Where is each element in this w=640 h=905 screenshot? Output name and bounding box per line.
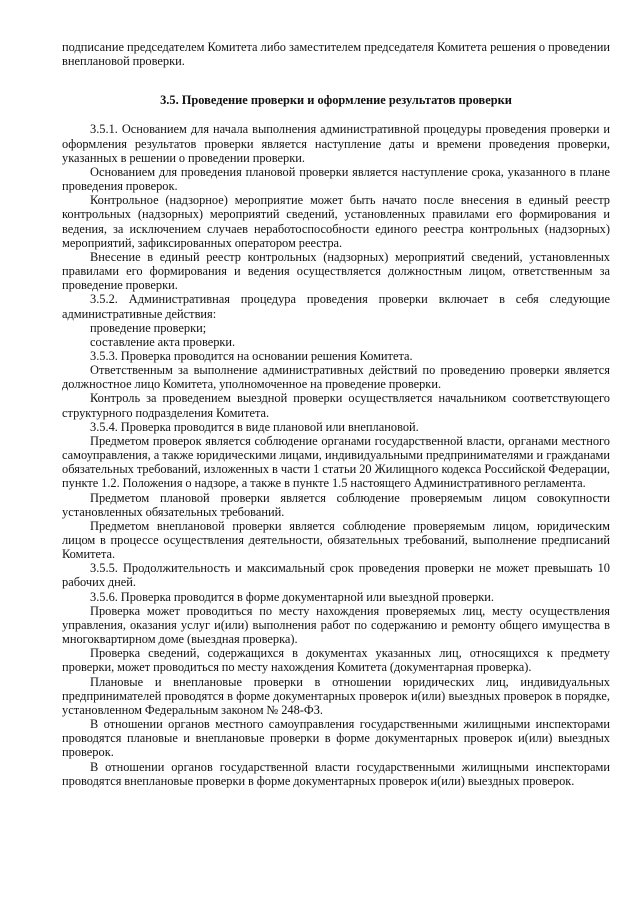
paragraph: 3.5.4. Проверка проводится в виде плановой или внеплановой. xyxy=(90,419,419,434)
paragraph: Предметом проверок является соблюдение органами государственной власти, органами местного самоуправления, а также юридическими лицами, индивидуальными предпринимателями и гражданами обязательных требований, изложенных в части 1 статьи 20 Жилищного кодекса Российской Федерации, пункте 1.2. Положения о надзоре, а также в пункте 1.5 настоящего Административного регламента. xyxy=(62,433,610,491)
paragraph: 3.5.6. Проверка проводится в форме документарной или выездной проверки. xyxy=(90,589,494,604)
paragraph: Основанием для проведения плановой проверки является наступление срока, указанного в плане проведения проверок. xyxy=(62,164,610,194)
intro-paragraph: подписание председателем Комитета либо заместителем председателя Комитета решения о проведении внеплановой проверки. xyxy=(62,40,610,69)
paragraph: Плановые и внеплановые проверки в отношении юридических лиц, индивидуальных предпринимателей проводятся в форме документарных проверок и(или) выездных проверок в порядке, установленном Федеральным законом № 248-ФЗ. xyxy=(62,674,610,717)
list-item: составление акта проверки. xyxy=(90,334,236,349)
list-item: проведение проверки; xyxy=(90,320,207,335)
paragraph: Проверка сведений, содержащихся в документах указанных лиц, относящихся к предмету проверки, может проводиться по месту нахождения Комитета (документарная проверка). xyxy=(62,646,610,675)
paragraph: Предметом плановой проверки является соблюдение проверяемым лицом совокупности установленных обязательных требований. xyxy=(62,490,610,519)
paragraph: 3.5.1. Основанием для начала выполнения административной процедуры проведения проверки и оформления результатов проверки является наступление даты и времени проведения проверки, указанных в решении о проведении проверки. xyxy=(62,122,610,165)
document-page xyxy=(62,40,610,788)
paragraph: Контрольное (надзорное) мероприятие может быть начато после внесения в единый реестр контрольных (надзорных) мероприятий сведений, установленных правилами его формирования и ведения, за исключением случаев неработоспособности единого реестра контрольных (надзорных) мероприятий, зафиксированных оператором реестра. xyxy=(62,193,610,250)
paragraph: 3.5.5. Продолжительность и максимальный срок проведения проверки не может превышать 10 рабочих дней. xyxy=(62,561,610,590)
paragraph: В отношении органов государственной власти государственными жилищными инспекторами проводятся внеплановые проверки в форме документарных проверок и(или) выездных проверок. xyxy=(62,759,610,788)
paragraph: Внесение в единый реестр контрольных (надзорных) мероприятий сведений, установленных правилами его формирования и ведения осуществляется должностным лицом, ответственным за проведение проверки. xyxy=(62,249,610,293)
section-heading: 3.5. Проведение проверки и оформление результатов проверки xyxy=(160,93,512,108)
paragraph: Предметом внеплановой проверки является соблюдение проверяемым лицом, юридическим лицом в процессе осуществления деятельности, обязательных требований, выполнение предписаний Комитета. xyxy=(62,518,610,562)
paragraph: В отношении органов местного самоуправления государственными жилищными инспекторами проводятся плановые и внеплановые проверки в форме документарных проверок и(или) выездных проверок. xyxy=(62,717,610,760)
paragraph: 3.5.2. Административная процедура проведения проверки включает в себя следующие административные действия: xyxy=(62,292,610,321)
paragraph: Проверка может проводиться по месту нахождения проверяемых лиц, месту осуществления управления, оказания услуг и(или) выполнения работ по содержанию и ремонту общего имущества в многоквартирном доме (выездная проверка). xyxy=(62,603,610,647)
paragraph: 3.5.3. Проверка проводится на основании решения Комитета. xyxy=(90,348,413,363)
paragraph: Контроль за проведением выездной проверки осуществляется начальником соответствующего структурного подразделения Комитета. xyxy=(62,391,610,420)
paragraph: Ответственным за выполнение административных действий по проведению проверки является должностное лицо Комитета, уполномоченное на проведение проверки. xyxy=(62,363,610,392)
